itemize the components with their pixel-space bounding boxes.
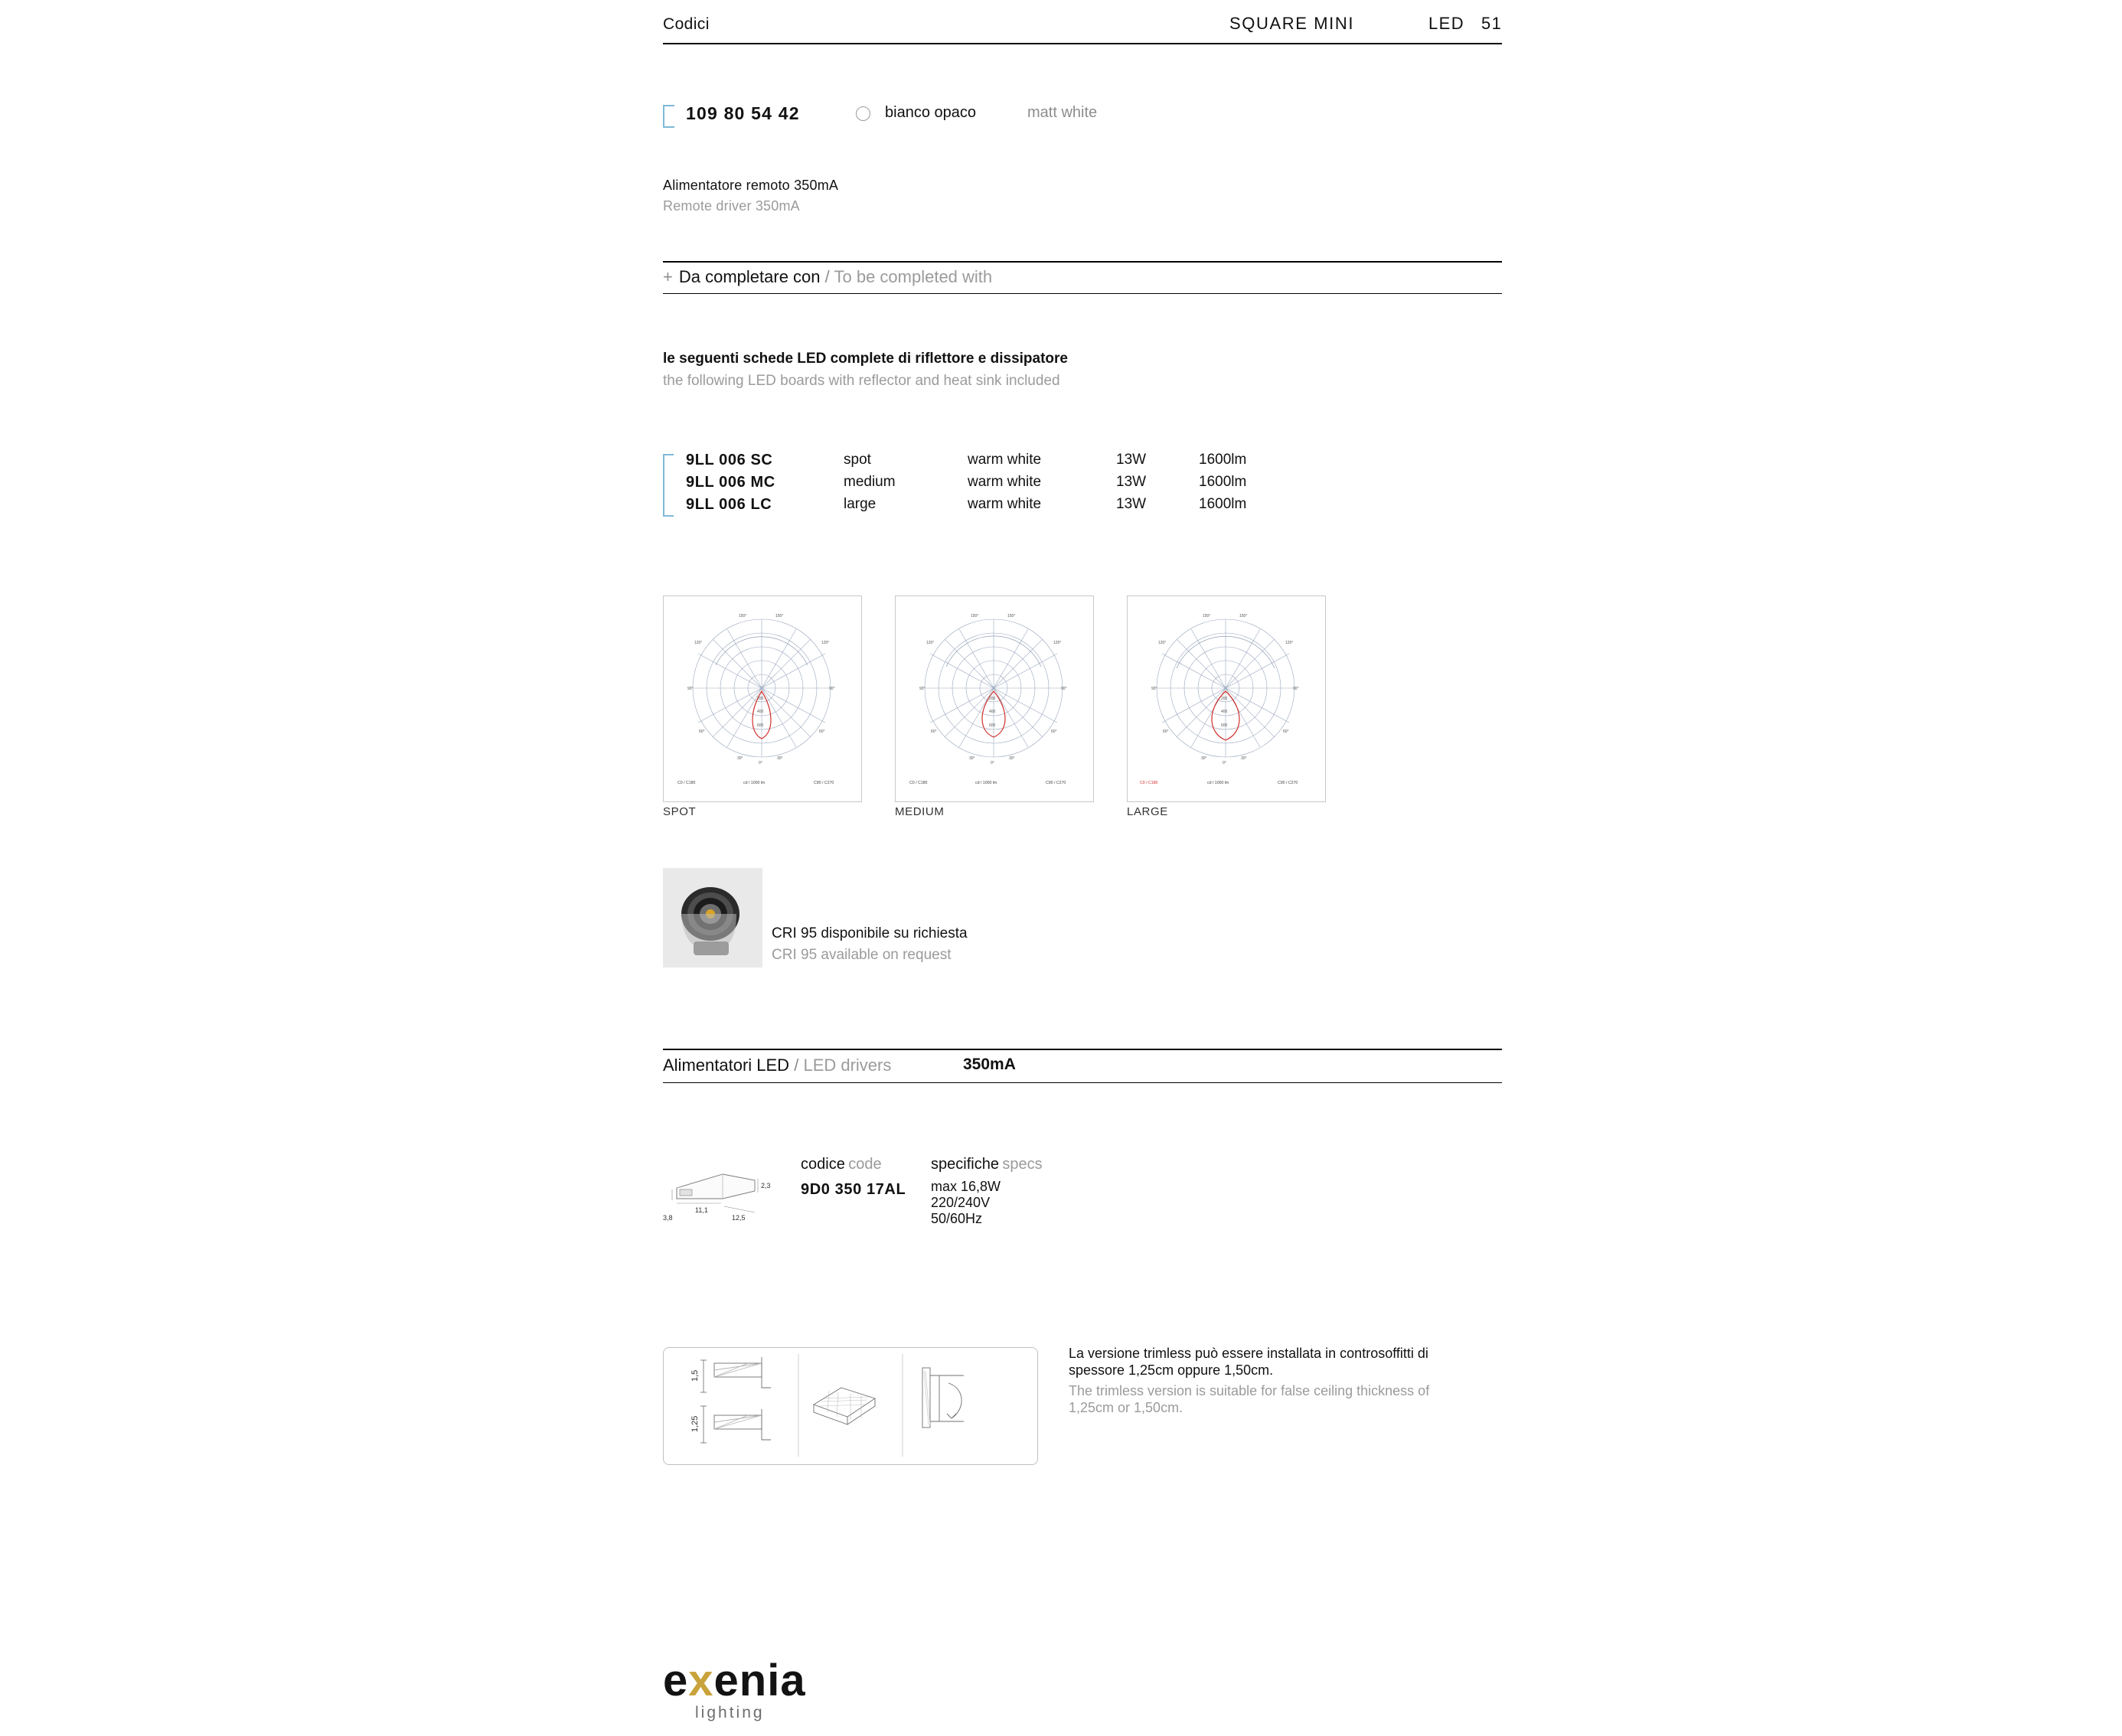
header-series: LED xyxy=(1428,14,1464,33)
svg-text:200: 200 xyxy=(1221,697,1228,701)
svg-text:1,5: 1,5 xyxy=(690,1369,700,1382)
cri-note-en: CRI 95 available on request xyxy=(772,947,952,963)
circle-swatch-icon xyxy=(856,106,870,121)
svg-text:3,8: 3,8 xyxy=(663,1214,673,1222)
photometric-label-spot: SPOT xyxy=(663,805,697,818)
driver-spec-frequency: 50/60Hz xyxy=(931,1211,983,1226)
photometric-diagram-spot xyxy=(663,596,862,802)
table-row xyxy=(663,452,1275,474)
board-power: 13W xyxy=(1116,452,1147,468)
brand-logo xyxy=(663,1656,806,1722)
svg-text:400: 400 xyxy=(1221,710,1228,714)
header-product-family: SQUARE MINI xyxy=(1229,14,1355,33)
svg-text:60°: 60° xyxy=(1163,729,1169,734)
board-beam: medium xyxy=(844,474,896,490)
board-code: 9LL 006 MC xyxy=(686,474,775,491)
driver-spec-power: max 16,8W xyxy=(931,1179,1001,1194)
svg-text:120°: 120° xyxy=(821,641,830,645)
photometric-label-large: LARGE xyxy=(1127,805,1168,818)
board-cct: warm white xyxy=(968,496,1042,512)
svg-text:cd / 1000 lm: cd / 1000 lm xyxy=(1207,781,1229,785)
svg-text:0°: 0° xyxy=(759,761,762,765)
photometric-diagram-large xyxy=(1127,596,1326,802)
brand-logo-x: x xyxy=(688,1656,714,1705)
svg-text:120°: 120° xyxy=(1158,641,1167,645)
board-code: 9LL 006 SC xyxy=(686,452,773,468)
brand-logo-post: enia xyxy=(713,1656,806,1705)
header-page-number: 51 xyxy=(1481,14,1503,33)
brand-logo-pre: e xyxy=(663,1656,689,1705)
svg-text:90°: 90° xyxy=(1061,687,1067,691)
svg-text:60°: 60° xyxy=(931,729,937,734)
svg-text:120°: 120° xyxy=(694,641,703,645)
svg-text:150°: 150° xyxy=(1203,614,1211,618)
brand-logo-tagline: lighting xyxy=(695,1704,765,1721)
remote-driver-note-en: Remote driver 350mA xyxy=(663,198,800,214)
product-code: 109 80 54 42 xyxy=(686,103,800,123)
trimless-note xyxy=(1069,1345,1451,1416)
driver-dimension-drawing xyxy=(663,1156,785,1240)
drivers-section-title-it: Alimentatori LED xyxy=(663,1056,790,1075)
board-beam: large xyxy=(844,496,877,512)
svg-text:120°: 120° xyxy=(926,641,935,645)
complete-section-rule-top xyxy=(663,261,1502,263)
led-reflector-photo xyxy=(663,868,762,968)
svg-text:C0 / C180: C0 / C180 xyxy=(1140,781,1158,785)
svg-text:C0 / C180: C0 / C180 xyxy=(677,781,696,785)
svg-text:30°: 30° xyxy=(1241,756,1247,761)
complete-section-separator: / xyxy=(824,267,830,286)
svg-text:90°: 90° xyxy=(687,687,694,691)
svg-text:90°: 90° xyxy=(1151,687,1157,691)
header-divider xyxy=(663,43,1502,44)
complete-section-rule-bottom xyxy=(663,293,1502,294)
board-flux: 1600lm xyxy=(1199,496,1247,512)
svg-text:C90 / C270: C90 / C270 xyxy=(814,781,834,785)
svg-text:150°: 150° xyxy=(739,614,747,618)
svg-text:60°: 60° xyxy=(699,729,705,734)
svg-text:12,5: 12,5 xyxy=(732,1214,746,1222)
svg-text:600: 600 xyxy=(989,723,996,728)
svg-text:400: 400 xyxy=(757,710,764,714)
svg-text:C90 / C270: C90 / C270 xyxy=(1046,781,1066,785)
svg-text:30°: 30° xyxy=(777,756,783,761)
drivers-section-separator: / xyxy=(794,1056,799,1075)
svg-text:120°: 120° xyxy=(1285,641,1294,645)
svg-text:C0 / C180: C0 / C180 xyxy=(909,781,928,785)
complete-section-title-en: To be completed with xyxy=(834,267,993,286)
photometric-label-medium: MEDIUM xyxy=(895,805,945,818)
driver-code: 9D0 350 17AL xyxy=(801,1181,906,1198)
svg-text:30°: 30° xyxy=(1201,756,1207,761)
svg-text:cd / 1000 lm: cd / 1000 lm xyxy=(975,781,997,785)
photometric-diagram-medium xyxy=(895,596,1094,802)
svg-text:11,1: 11,1 xyxy=(695,1206,708,1214)
finish-label-en: matt white xyxy=(1027,104,1098,121)
cri-note xyxy=(772,925,968,964)
svg-text:150°: 150° xyxy=(1007,614,1016,618)
svg-text:0°: 0° xyxy=(991,761,994,765)
svg-text:1,25: 1,25 xyxy=(690,1415,700,1432)
trimless-drawing-box xyxy=(663,1347,1038,1465)
board-power: 13W xyxy=(1116,474,1147,490)
finish-label-it: bianco opaco xyxy=(885,104,976,121)
driver-code-label-it: codice xyxy=(801,1156,845,1173)
driver-spec-voltage: 220/240V xyxy=(931,1195,991,1210)
svg-text:C90 / C270: C90 / C270 xyxy=(1278,781,1298,785)
drivers-section-rule-bottom xyxy=(663,1082,1502,1083)
svg-text:30°: 30° xyxy=(969,756,975,761)
svg-text:150°: 150° xyxy=(971,614,979,618)
code-bracket-icon xyxy=(663,105,674,128)
svg-text:200: 200 xyxy=(757,697,764,701)
driver-code-label-en: code xyxy=(848,1156,882,1173)
brand-logo-word xyxy=(663,1656,806,1705)
svg-text:90°: 90° xyxy=(829,687,835,691)
header-series-page xyxy=(1428,14,1502,34)
svg-text:2,3: 2,3 xyxy=(761,1182,771,1189)
svg-text:600: 600 xyxy=(1221,723,1228,728)
plus-icon: + xyxy=(663,267,673,286)
svg-text:200: 200 xyxy=(989,697,996,701)
driver-specs-label-en: specs xyxy=(1002,1156,1043,1173)
header-section-title: Codici xyxy=(663,15,710,33)
boards-note-en: the following LED boards with reflector and heat sink included xyxy=(663,373,1060,389)
drivers-section-title-en: LED drivers xyxy=(803,1056,892,1075)
svg-text:150°: 150° xyxy=(775,614,784,618)
page-header xyxy=(663,11,1502,41)
svg-text:400: 400 xyxy=(989,710,996,714)
board-flux: 1600lm xyxy=(1199,474,1247,490)
trimless-note-en: The trimless version is suitable for false ceiling thickness of 1,25cm or 1,50cm. xyxy=(1069,1383,1430,1415)
board-power: 13W xyxy=(1116,496,1147,512)
complete-section-title xyxy=(663,267,992,287)
driver-specs-list xyxy=(931,1179,1001,1227)
svg-text:60°: 60° xyxy=(1051,729,1057,734)
remote-driver-note-it: Alimentatore remoto 350mA xyxy=(663,178,839,193)
trimless-note-it: La versione trimless può essere installata in controsoffitti di spessore 1,25cm oppure 1,50cm. xyxy=(1069,1346,1428,1378)
driver-code-header xyxy=(801,1156,882,1173)
driver-specs-label-it: specifiche xyxy=(931,1156,999,1173)
board-cct: warm white xyxy=(968,474,1042,490)
board-cct: warm white xyxy=(968,452,1042,468)
drivers-current-rating: 350mA xyxy=(963,1056,1016,1073)
svg-text:60°: 60° xyxy=(1283,729,1289,734)
board-flux: 1600lm xyxy=(1199,452,1247,468)
table-row xyxy=(663,474,1275,496)
boards-note xyxy=(663,351,1068,390)
boards-note-it: le seguenti schede LED complete di riflettore e dissipatore xyxy=(663,351,1068,367)
board-code: 9LL 006 LC xyxy=(686,496,772,513)
complete-section-title-it: Da completare con xyxy=(678,267,821,286)
driver-specs-header xyxy=(931,1156,1043,1173)
led-boards-table xyxy=(663,452,1275,518)
svg-text:90°: 90° xyxy=(1293,687,1299,691)
cri-note-it: CRI 95 disponibile su richiesta xyxy=(772,925,968,941)
svg-text:90°: 90° xyxy=(919,687,926,691)
remote-driver-note xyxy=(663,178,838,214)
svg-text:cd / 1000 lm: cd / 1000 lm xyxy=(743,781,766,785)
table-row xyxy=(663,496,1275,518)
svg-text:150°: 150° xyxy=(1239,614,1248,618)
drivers-section-rule-top xyxy=(663,1049,1502,1050)
svg-text:600: 600 xyxy=(757,723,764,728)
svg-text:120°: 120° xyxy=(1053,641,1062,645)
svg-text:60°: 60° xyxy=(819,729,825,734)
board-beam: spot xyxy=(844,452,871,468)
svg-text:0°: 0° xyxy=(1223,761,1226,765)
svg-text:30°: 30° xyxy=(1009,756,1015,761)
svg-text:30°: 30° xyxy=(737,756,743,761)
drivers-section-title xyxy=(663,1056,891,1075)
